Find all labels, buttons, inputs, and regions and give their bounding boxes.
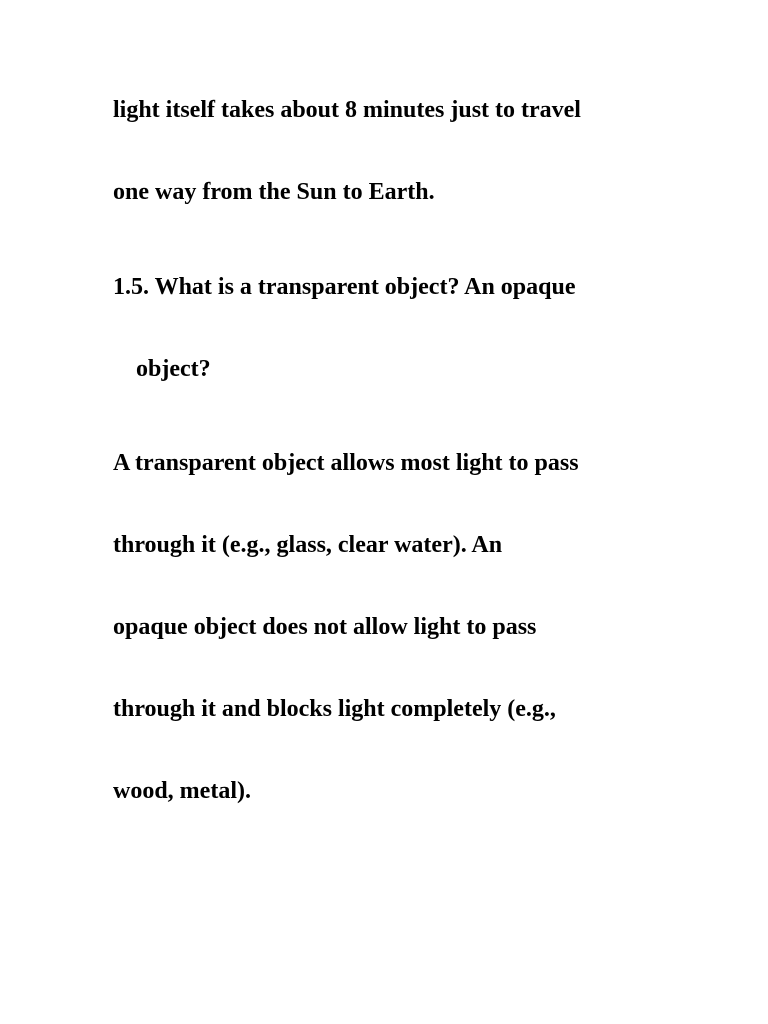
paragraph-line: light itself takes about 8 minutes just to travel [113,97,581,123]
answer-line: opaque object does not allow light to pass [113,614,537,640]
paragraph-line: one way from the Sun to Earth. [113,179,435,205]
answer-line: A transparent object allows most light to pass [113,450,579,476]
question-heading-line: 1.5. What is a transparent object? An opaque [113,274,576,300]
answer-line: through it (e.g., glass, clear water). An [113,532,503,558]
answer-line: wood, metal). [113,778,251,804]
answer-line: through it and blocks light completely (e.g., [113,696,556,722]
question-heading-line: object? [136,356,211,382]
